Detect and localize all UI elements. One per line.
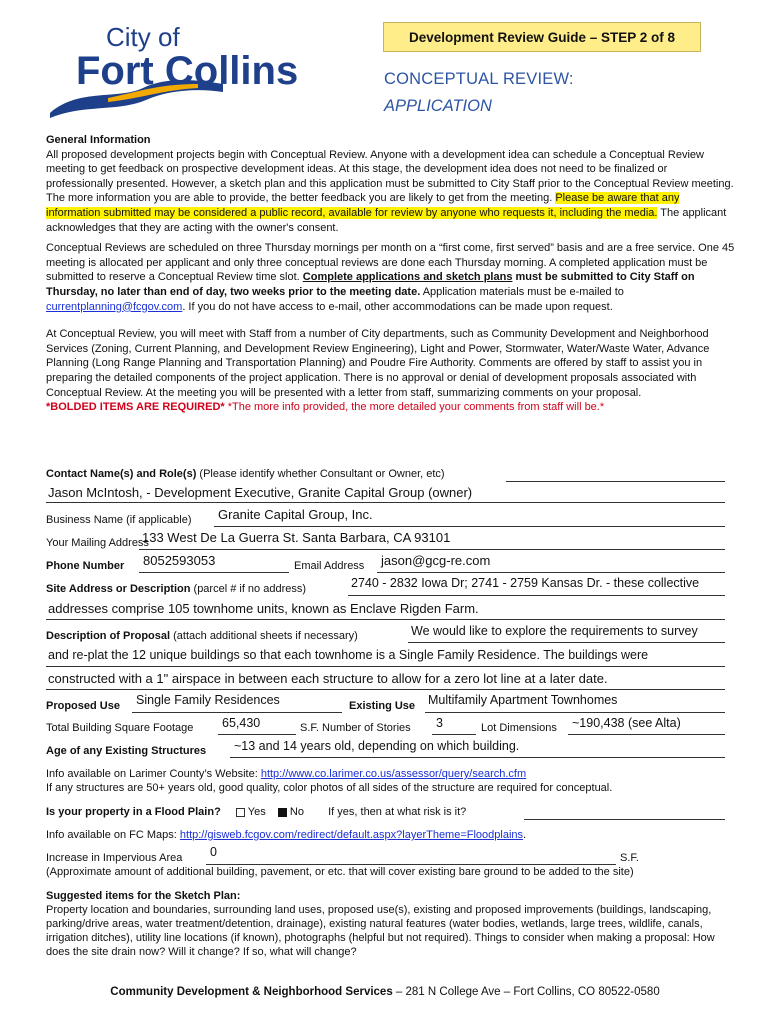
description-line-3: [46, 689, 725, 690]
business-value[interactable]: Granite Capital Group, Inc.: [218, 507, 373, 522]
site-label: Site Address or Description: [46, 583, 191, 595]
description-value-1[interactable]: We would like to explore the requirements to survey: [411, 624, 698, 638]
sqft-label: Total Building Square Footage: [46, 722, 194, 734]
paragraph-text: Application materials must be e-mailed to: [420, 285, 624, 298]
email-line: [377, 572, 725, 573]
schedule-paragraph: [46, 241, 736, 314]
required-note: [46, 400, 736, 415]
stories-line: [432, 734, 476, 735]
flood-no-label: No: [289, 806, 304, 818]
lot-dimensions-label: Lot Dimensions: [481, 722, 557, 734]
proposed-use-line: [132, 712, 342, 713]
city-logo: [48, 18, 303, 123]
email-link[interactable]: currentplanning@fcgov.com: [46, 300, 183, 313]
general-info-paragraph: [46, 148, 736, 236]
logo-text-fort-collins: Fort Collins: [76, 49, 299, 93]
contact-field: [46, 468, 445, 480]
description-line: [408, 642, 725, 643]
site-line: [348, 595, 725, 596]
impervious-note: (Approximate amount of additional building, pavement, or etc. that will cover existing bare ground to be added to the site): [46, 866, 634, 878]
sqft-line: [218, 734, 296, 735]
contact-line-2: [46, 502, 725, 503]
impervious-label: Increase in Impervious Area: [46, 852, 183, 864]
sketch-plan-section: [46, 889, 736, 959]
flood-plain-row: [46, 806, 466, 818]
age-line: [230, 757, 725, 758]
description-line-2: [46, 666, 725, 667]
site-field: [46, 583, 306, 595]
general-info-section: [46, 133, 736, 415]
flood-no-checkbox[interactable]: [278, 808, 287, 817]
sketch-plan-heading: Suggested items for the Sketch Plan:: [46, 890, 241, 902]
step-guide-box: Development Review Guide – STEP 2 of 8: [383, 22, 701, 52]
fc-maps-period: .: [523, 829, 527, 841]
fc-maps-text: Info available on FC Maps:: [46, 829, 180, 841]
existing-use-label: Existing Use: [349, 700, 416, 712]
flood-plain-label: Is your property in a Flood Plain?: [46, 806, 221, 818]
deadline-text: must be submitted to City Staff on Thursday, no later than end of day, two weeks prior to the meeting date.: [46, 271, 695, 298]
impervious-unit: S.F.: [620, 852, 639, 864]
page-title: CONCEPTUAL REVIEW:: [384, 70, 574, 88]
paragraph-text: All proposed development projects begin with Conceptual Review. Anyone with a development idea can schedule a Conceptual Review meeting to get feedback on prospective development ideas. At this stage, the development idea does not need to be finalized or professionally presented. However, a sketch plan and this application must be submitted to City Staff prior to the Conceptual Review meeting. The more information you are able to provide, the better feedback you are likely to get from the meeting.: [46, 148, 734, 205]
site-hint: (parcel # if no address): [190, 583, 307, 595]
larimer-info: [46, 768, 526, 780]
page-subtitle: APPLICATION: [384, 97, 492, 115]
description-hint: (attach additional sheets if necessary): [170, 630, 358, 642]
lot-dimensions-value[interactable]: ~190,438 (see Alta): [572, 716, 681, 730]
email-label: Email Address: [294, 560, 365, 572]
fc-maps-info: [46, 829, 526, 841]
description-field: [46, 630, 358, 642]
logo-text-city: City of: [106, 22, 180, 52]
site-line-2: [46, 619, 725, 620]
phone-line: [139, 572, 289, 573]
sqft-value[interactable]: 65,430: [222, 716, 261, 730]
fc-maps-link[interactable]: http://gisweb.fcgov.com/redirect/default.aspx?layerTheme=Floodplains: [179, 829, 524, 841]
proposed-use-label: Proposed Use: [46, 700, 120, 712]
phone-value[interactable]: 8052593053: [143, 553, 216, 568]
footer-department: Community Development & Neighborhood Services: [110, 986, 393, 998]
lot-dimensions-line: [568, 734, 725, 735]
site-value-1[interactable]: 2740 - 2832 Iowa Dr; 2741 - 2759 Kansas Dr. - these collective: [351, 576, 700, 590]
bolded-required-text: *BOLDED ITEMS ARE REQUIRED*: [46, 401, 225, 414]
mailing-line: [139, 549, 725, 550]
photo-requirement: If any structures are 50+ years old, good quality, color photos of all sides of the structure are required for conceptual.: [46, 782, 613, 794]
meeting-paragraph: At Conceptual Review, you will meet with Staff from a number of City departments, such as Community Development and Neighborhood Services (Zoning, Current Planning, and Development Review Engineering), Light and Power, Stormwater, Water/Waste Water, Advance Planning (Long Range Planning and Transportation Planning) and Poudre Fire Authority. Comments are offered by staff to assist you in preparing the detailed components of the project application. There is no approval or denial of development proposals associated with Conceptual Review. At the meeting you will be presented with a letter from staff, summarizing comments on your proposal.: [46, 328, 710, 399]
paragraph-text: The applicant acknowledges that they are acting with the owner's consent.: [46, 206, 727, 234]
general-info-heading: General Information: [46, 134, 151, 146]
existing-use-line: [425, 712, 725, 713]
mailing-label: Your Mailing Address: [46, 537, 149, 549]
complete-applications-text: Complete applications and sketch plans: [302, 271, 513, 284]
description-value-3[interactable]: constructed with a 1" airspace in between each structure to allow for a zero lot line at a later date.: [48, 671, 608, 686]
paragraph-text: . If you do not have access to e-mail, other accommodations can be made upon request.: [182, 300, 613, 313]
description-value-2[interactable]: and re-plat the 12 unique buildings so that each townhome is a Single Family Residence. The buildings were: [48, 648, 649, 662]
footer: [0, 986, 770, 998]
contact-hint: (Please identify whether Consultant or Owner, etc): [196, 468, 445, 480]
impervious-value[interactable]: 0: [210, 845, 217, 859]
site-value-2[interactable]: addresses comprise 105 townhome units, known as Enclave Rigden Farm.: [48, 601, 479, 616]
paragraph-text: Conceptual Reviews are scheduled on three Thursday mornings per month on a “first come, first served” basis and are a free service. One 45 meeting is allocated per applicant and only three conceptual reviews are done each Thursday morning. A completed application must be submitted to reserve a Conceptual Review time slot.: [46, 242, 735, 284]
business-label: Business Name (if applicable): [46, 514, 192, 526]
phone-label: Phone Number: [46, 560, 125, 572]
larimer-text: Info available on Larimer County’s Website:: [46, 768, 261, 780]
mailing-value[interactable]: 133 West De La Guerra St. Santa Barbara, CA 93101: [142, 530, 451, 545]
flood-yes-label: Yes: [247, 806, 266, 818]
stories-value[interactable]: 3: [436, 716, 443, 730]
more-info-text: *The more info provided, the more detailed your comments from staff will be.*: [224, 401, 605, 414]
business-line: [214, 526, 725, 527]
sketch-plan-body: Property location and boundaries, surrounding land uses, proposed use(s), existing and proposed improvements (buildings, landscaping, parking/drive areas, water treatment/detention, drainage), existing natural features (water bodies, wetlands, large trees, wildlife, canals, irrigation ditches), utility line locations (if known), photographs (helpful but not required). Things to consider when making a proposal: How does the site drain now? Will it change? If so, what will change?: [46, 904, 715, 958]
stories-label: S.F. Number of Stories: [300, 722, 411, 734]
impervious-line: [206, 864, 616, 865]
description-label: Description of Proposal: [46, 630, 171, 642]
footer-address: – 281 N College Ave – Fort Collins, CO 80522-0580: [392, 986, 660, 998]
existing-use-value[interactable]: Multifamily Apartment Townhomes: [428, 693, 618, 707]
flood-risk-label: If yes, then at what risk is it?: [328, 806, 467, 818]
contact-label: Contact Name(s) and Role(s): [46, 468, 197, 480]
flood-yes-checkbox[interactable]: [236, 808, 245, 817]
public-record-highlight: Please be aware that any information submitted may be considered a public record, available for review by anyone who requests it, including the media.: [46, 192, 680, 219]
email-value[interactable]: jason@gcg-re.com: [381, 553, 491, 568]
age-label: Age of any Existing Structures: [46, 745, 207, 757]
proposed-use-value[interactable]: Single Family Residences: [136, 693, 280, 707]
contact-value[interactable]: Jason McIntosh, - Development Executive, Granite Capital Group (owner): [48, 485, 473, 500]
flood-risk-line: [524, 819, 725, 820]
larimer-link[interactable]: http://www.co.larimer.co.us/assessor/query/search.cfm: [260, 768, 527, 780]
contact-line: [506, 481, 725, 482]
age-value[interactable]: ~13 and 14 years old, depending on which building.: [234, 739, 520, 753]
